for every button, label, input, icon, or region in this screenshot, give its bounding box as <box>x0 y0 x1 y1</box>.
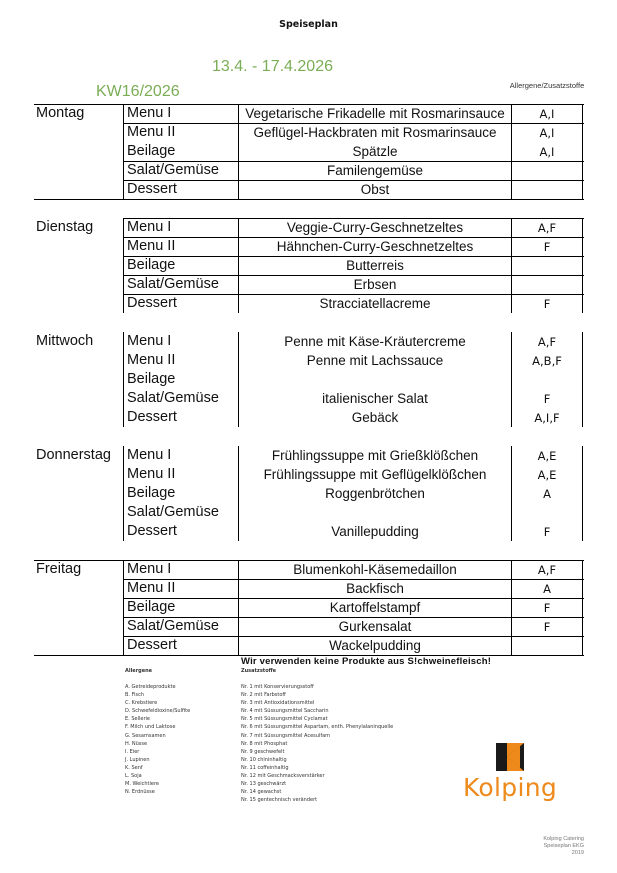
menu-row <box>123 275 584 294</box>
allergen-codes: A,I <box>511 104 583 123</box>
dish-name: italienischer Salat <box>238 389 511 408</box>
day-name: Dienstag <box>36 219 94 235</box>
allergen-codes: A,B,F <box>511 351 583 370</box>
allergen-codes: A,F <box>511 218 583 237</box>
allergen-codes: F <box>511 237 583 256</box>
menu-row <box>123 598 584 617</box>
additive-legend-item: Nr. 5 mit Süssungsmittel Cyclamat <box>241 716 328 723</box>
row-label: Dessert <box>123 636 238 655</box>
row-label: Beilage <box>123 484 238 503</box>
additives-legend <box>241 683 393 804</box>
dish-name <box>238 503 511 522</box>
additive-legend-item: Nr. 10 chininhaltig <box>241 756 287 763</box>
additive-legend-item: Nr. 3 mit Antioxidationsmittel <box>241 700 315 707</box>
row-label: Dessert <box>123 408 238 427</box>
menu-row <box>123 579 584 598</box>
allergen-legend-item: I. Eier <box>125 748 140 755</box>
row-label: Beilage <box>123 142 238 161</box>
allergen-codes: F <box>511 617 583 636</box>
menu-row <box>123 636 584 655</box>
allergen-codes: F <box>511 294 583 313</box>
row-label: Salat/Gemüse <box>123 503 238 522</box>
dish-name: Frühlingssuppe mit Geflügelklößchen <box>238 465 511 484</box>
day-name: Mittwoch <box>36 333 94 349</box>
additive-legend-item: Nr. 11 coffeinhaltig <box>241 764 289 771</box>
row-label: Menu II <box>123 351 238 370</box>
footer-line-3: 2019 <box>571 850 584 856</box>
allergen-codes <box>511 180 583 199</box>
menu-row <box>123 104 584 123</box>
day-block-mittwoch <box>34 332 584 427</box>
row-label: Dessert <box>123 294 238 313</box>
dish-name: Veggie-Curry-Geschnetzeltes <box>238 218 511 237</box>
dish-name: Vanillepudding <box>238 522 511 541</box>
menu-row <box>123 446 584 465</box>
menu-row <box>123 332 584 351</box>
dish-name: Roggenbrötchen <box>238 484 511 503</box>
calendar-week: KW16/2026 <box>96 83 180 100</box>
allergen-legend-item: D. Schwefeldioxine/Sulfite <box>125 708 191 715</box>
menu-row <box>123 617 584 636</box>
dish-name: Spätzle <box>238 142 511 161</box>
menu-row <box>123 370 584 389</box>
allergens-legend <box>125 683 190 796</box>
allergen-codes: A,F <box>511 560 583 579</box>
additive-legend-item: Nr. 15 gentechnisch verändert <box>241 797 318 804</box>
allergen-legend-item: N. Erdnüsse <box>125 789 155 796</box>
row-label: Menu II <box>123 465 238 484</box>
row-label: Dessert <box>123 522 238 541</box>
row-label: Salat/Gemüse <box>123 389 238 408</box>
page-title: Speiseplan <box>279 19 338 30</box>
dish-name: Vegetarische Frikadelle mit Rosmarinsauce <box>238 104 511 123</box>
allergen-codes: A,I,F <box>511 408 583 427</box>
row-label: Salat/Gemüse <box>123 161 238 180</box>
row-label: Menu I <box>123 560 238 579</box>
dish-name: Wackelpudding <box>238 636 511 655</box>
dish-name: Frühlingssuppe mit Grießklößchen <box>238 446 511 465</box>
allergen-codes <box>511 256 583 275</box>
dish-name: Geflügel-Hackbraten mit Rosmarinsauce <box>238 123 511 142</box>
additive-legend-item: Nr. 9 geschwefelt <box>241 748 285 755</box>
day-block-freitag <box>34 560 584 655</box>
menu-row <box>123 294 584 313</box>
kolping-k-icon <box>496 743 524 771</box>
allergen-legend-item: L. Soja <box>125 773 142 780</box>
allergen-codes <box>511 161 583 180</box>
allergen-codes <box>511 503 583 522</box>
allergen-codes: F <box>511 389 583 408</box>
additive-legend-item: Nr. 8 mit Phosphat <box>241 740 288 747</box>
menu-row <box>123 522 584 541</box>
additive-legend-item: Nr. 12 mit Geschmacksverstärker <box>241 773 325 780</box>
allergen-codes: A,E <box>511 465 583 484</box>
dish-name: Erbsen <box>238 275 511 294</box>
additive-legend-item: Nr. 14 gewachst <box>241 789 282 796</box>
menu-row <box>123 256 584 275</box>
dish-name: Penne mit Lachssauce <box>238 351 511 370</box>
row-label: Menu II <box>123 579 238 598</box>
table-border-bottom <box>34 199 584 200</box>
date-range: 13.4. - 17.4.2026 <box>212 58 333 75</box>
dish-name: Stracciatellacreme <box>238 294 511 313</box>
allergen-legend-item: F. Milch und Laktose <box>125 724 176 731</box>
dish-name: Gurkensalat <box>238 617 511 636</box>
allergen-column-header: Allergene/Zusatzstoffe <box>509 81 585 90</box>
allergen-codes: A <box>511 484 583 503</box>
row-label: Beilage <box>123 370 238 389</box>
menu-row <box>123 161 584 180</box>
dish-name: Obst <box>238 180 511 199</box>
additive-legend-item: Nr. 7 mit Süssungsmittel Acesulfam <box>241 732 331 739</box>
dish-name: Kartoffelstampf <box>238 598 511 617</box>
kolping-logo <box>455 740 565 805</box>
additive-legend-item: Nr. 2 mit Farbstoff <box>241 692 286 699</box>
allergen-codes: A <box>511 579 583 598</box>
additives-legend-title: Zusatzstoffe <box>241 668 277 674</box>
menu-row <box>123 484 584 503</box>
allergen-codes: F <box>511 598 583 617</box>
dish-name: Penne mit Käse-Kräutercreme <box>238 332 511 351</box>
allergen-legend-item: J. Lupinen <box>125 756 150 763</box>
row-label: Menu I <box>123 332 238 351</box>
row-label: Menu II <box>123 237 238 256</box>
dish-name <box>238 370 511 389</box>
allergen-codes <box>511 636 583 655</box>
menu-row <box>123 560 584 579</box>
dish-name: Gebäck <box>238 408 511 427</box>
dish-name: Blumenkohl-Käsemedaillon <box>238 560 511 579</box>
allergen-codes: A,F <box>511 332 583 351</box>
row-label: Menu II <box>123 123 238 142</box>
allergen-legend-item: A. Getreideprodukte <box>125 684 176 690</box>
footer <box>543 836 584 857</box>
logo-text: Kolping <box>462 773 558 802</box>
allergen-codes: A,I <box>511 142 583 161</box>
dish-name: Butterreis <box>238 256 511 275</box>
day-name: Freitag <box>36 561 82 577</box>
row-label: Beilage <box>123 598 238 617</box>
menu-row <box>123 123 584 142</box>
row-label: Dessert <box>123 180 238 199</box>
no-pork-notice: Wir verwenden keine Produkte aus S!chweinefleisch! <box>241 656 492 667</box>
allergen-codes: A,I <box>511 123 583 142</box>
allergen-legend-item: B. Fisch <box>125 692 145 699</box>
day-name: Montag <box>36 105 85 121</box>
menu-row <box>123 389 584 408</box>
allergen-codes <box>511 370 583 389</box>
menu-row <box>123 465 584 484</box>
row-label: Salat/Gemüse <box>123 617 238 636</box>
allergen-codes: F <box>511 522 583 541</box>
menu-row <box>123 351 584 370</box>
menu-row <box>123 408 584 427</box>
additive-legend-item: Nr. 4 mit Süssungsmittel Saccharin <box>241 708 329 715</box>
allergen-codes <box>511 275 583 294</box>
allergen-legend-item: H. Nüsse <box>125 740 148 747</box>
menu-row <box>123 180 584 199</box>
menu-row <box>123 218 584 237</box>
menu-row <box>123 237 584 256</box>
row-label: Menu I <box>123 446 238 465</box>
footer-line-2: Speiseplan EKG <box>543 843 584 849</box>
additive-legend-item: Nr. 6 mit Süssungsmittel Aspartam, enth. Phenylalaninquelle <box>241 724 394 731</box>
allergen-legend-item: C. Krebstiere <box>125 700 158 707</box>
dish-name: Hähnchen-Curry-Geschnetzeltes <box>238 237 511 256</box>
allergen-legend-item: E. Sellerie <box>125 716 150 723</box>
allergen-codes: A,E <box>511 446 583 465</box>
allergens-legend-title: Allergene <box>125 668 153 674</box>
day-block-dienstag <box>34 218 584 313</box>
day-block-montag <box>34 104 584 199</box>
menu-row <box>123 142 584 161</box>
row-label: Salat/Gemüse <box>123 275 238 294</box>
menu-row <box>123 503 584 522</box>
dish-name: Backfisch <box>238 579 511 598</box>
additive-legend-item: Nr. 13 geschwärzt <box>241 781 287 788</box>
allergen-legend-item: G. Sesamsamen <box>125 732 166 739</box>
additive-legend-item: Nr. 1 mit Konservierungsstoff <box>241 684 314 690</box>
dish-name: Familengemüse <box>238 161 511 180</box>
allergen-legend-item: M. Weichtiere <box>125 781 159 788</box>
day-block-donnerstag <box>34 446 584 541</box>
allergen-legend-item: K. Senf <box>125 764 143 771</box>
row-label: Menu I <box>123 104 238 123</box>
row-label: Menu I <box>123 218 238 237</box>
footer-line-1: Kolping Catering <box>543 836 584 842</box>
row-label: Beilage <box>123 256 238 275</box>
day-name: Donnerstag <box>36 447 111 463</box>
